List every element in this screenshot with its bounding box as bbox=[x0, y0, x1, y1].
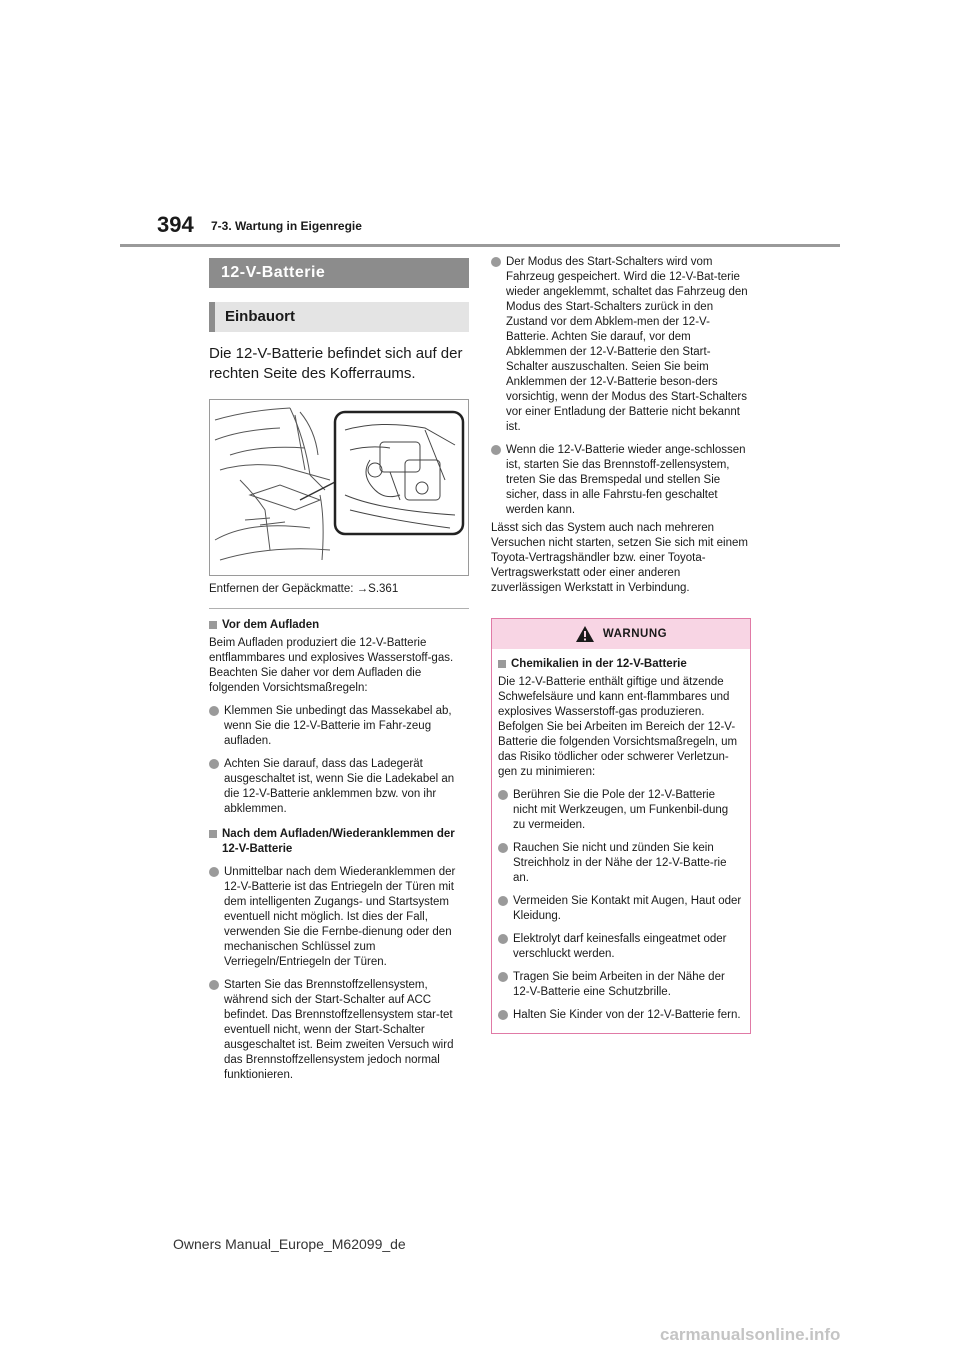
bullet-dot-icon bbox=[498, 934, 508, 944]
square-bullet-icon bbox=[209, 830, 217, 838]
contact-dealer-text: Lässt sich das System auch nach mehreren Versuchen nicht starten, setzen Sie sich mit einem Toyota-Vertragshändler bzw. einer Toyota-Vertragswerkstatt oder einer anderen zuverlässigen Werkstatt in Verbindung. bbox=[491, 522, 748, 594]
warning-header bbox=[492, 619, 750, 649]
chapter-title: 7-3. Wartung in Eigenregie bbox=[211, 219, 362, 233]
bullet-dot-icon bbox=[498, 790, 508, 800]
trunk-battery-drawing bbox=[210, 400, 468, 575]
list-item bbox=[209, 865, 469, 970]
header-divider bbox=[120, 244, 840, 247]
bullet-dot-icon bbox=[209, 980, 219, 990]
warning-heading-text: Chemikalien in der 12-V-Batterie bbox=[511, 658, 687, 670]
square-bullet-icon bbox=[209, 621, 217, 629]
footer-text: Owners Manual_Europe_M62099_de bbox=[173, 1236, 406, 1252]
bullet-dot-icon bbox=[491, 257, 501, 267]
warning-heading bbox=[498, 657, 742, 672]
bullet-dot-icon bbox=[209, 759, 219, 769]
right-column bbox=[491, 255, 751, 1034]
list-item-text: Berühren Sie die Pole der 12-V-Batterie nicht mit Werkzeugen, um Funkenbil-dung zu vermeiden. bbox=[513, 789, 729, 831]
battery-location-illustration bbox=[209, 399, 469, 576]
warning-text: Die 12-V-Batterie enthält giftige und ätzende Schwefelsäure und kann ent-flammbares und explosives Wasserstoff-gas produzieren. Befolgen Sie bei Arbeiten im Bereich der 12-V-Batterie die folgenden Vorsichtsmaßregeln, um das Risiko tödlicher oder schwerer Verletzun-gen zu minimieren: bbox=[498, 676, 738, 778]
bullet-dot-icon bbox=[491, 445, 501, 455]
intro-text: Die 12-V-Batterie befindet sich auf der rechten Seite des Kofferraums. bbox=[209, 345, 463, 382]
figure-caption: Entfernen der Gepäckmatte: →S.361 bbox=[209, 583, 399, 595]
bullet-dot-icon bbox=[498, 1010, 508, 1020]
bullet-dot-icon bbox=[498, 896, 508, 906]
section-title: 12-V-Batterie bbox=[209, 258, 469, 288]
list-item-text: Rauchen Sie nicht und zünden Sie kein Streichholz in der Nähe der 12-V-Batte-rie an. bbox=[513, 842, 727, 884]
list-item-text: Klemmen Sie unbedingt das Massekabel ab, wenn Sie die 12-V-Batterie im Fahr-zeug aufladen. bbox=[224, 705, 452, 747]
list-item bbox=[209, 757, 469, 817]
warning-triangle-icon bbox=[575, 625, 595, 643]
list-item bbox=[498, 788, 742, 833]
square-bullet-icon bbox=[498, 660, 506, 668]
bullet-dot-icon bbox=[209, 706, 219, 716]
before-charging-text: Beim Aufladen produziert die 12-V-Batterie entflammbares und explosives Wasserstoff-gas. Beachten Sie daher vor dem Aufladen die folgenden Vorsichtsmaßregeln: bbox=[209, 637, 454, 694]
bullet-dot-icon bbox=[498, 972, 508, 982]
list-item bbox=[498, 932, 742, 962]
after-charging-heading-text: Nach dem Aufladen/Wiederanklemmen der 12-V-Batterie bbox=[222, 828, 455, 855]
page-number: 394 bbox=[157, 212, 194, 237]
list-item-text: Der Modus des Start-Schalters wird vom Fahrzeug gespeichert. Wird die 12-V-Bat-terie wieder angeklemmt, schaltet das Fahrzeug den Modus des Start-Schalters zurück in den Zustand vor dem Abklem-men der 12-V-Batterie. Achten Sie darauf, vor dem Abklemmen der 12-V-Batterie den Start-Schalter auszuschalten. Seien Sie beim Anklemmen der 12-V-Batterie beson-ders vorsichtig, wenn der Modus des Start-Schalters vor einer Entladung der Batterie nicht bekannt ist. bbox=[506, 256, 748, 433]
list-item bbox=[209, 978, 469, 1083]
list-item-text: Starten Sie das Brennstoffzellensystem, während sich der Start-Schalter auf ACC befindet. Das Brennstoffzellensystem star-tet eventuell nicht, wenn der Start-Schalter ausgeschaltet ist. Beim zweiten Versuch wird das Brennstoffzellensystem jedoch normal funktionieren. bbox=[224, 979, 454, 1081]
before-charging-heading bbox=[209, 618, 469, 633]
subsection-title: Einbauort bbox=[209, 302, 469, 332]
list-item-text: Elektrolyt darf keinesfalls eingeatmet oder verschluckt werden. bbox=[513, 933, 727, 960]
list-item-text: Wenn die 12-V-Batterie wieder ange-schlossen ist, starten Sie das Brennstoff-zellensystem, treten Sie das Bremspedal und stellen Sie sicher, dass in alle Fahrstu-fen geschaltet werden kann. bbox=[506, 444, 746, 516]
bullet-dot-icon bbox=[209, 867, 219, 877]
list-item-text: Achten Sie darauf, dass das Ladegerät ausgeschaltet ist, wenn Sie die Ladekabel an die 12-V-Batterie anklemmen bzw. von ihr abklemmen. bbox=[224, 758, 455, 815]
warning-label: WARNUNG bbox=[602, 628, 668, 640]
list-item-text: Vermeiden Sie Kontakt mit Augen, Haut oder Kleidung. bbox=[513, 895, 742, 922]
list-item bbox=[491, 255, 751, 435]
list-item bbox=[498, 970, 742, 1000]
list-item-text: Halten Sie Kinder von der 12-V-Batterie fern. bbox=[513, 1009, 741, 1021]
list-item-text: Unmittelbar nach dem Wiederanklemmen der 12-V-Batterie ist das Entriegeln der Türen mit dem intelligenten Zugangs- und Startsystem eventuell nicht möglich. Ist dies der Fall, verwenden Sie die Fernbe-dienung oder den mechanischen Schlüssel zum Verriegeln/Entriegeln der Türen. bbox=[224, 866, 456, 968]
list-item bbox=[209, 704, 469, 749]
list-item bbox=[498, 894, 742, 924]
bullet-dot-icon bbox=[498, 843, 508, 853]
watermark: carmanualsonline.info bbox=[660, 1325, 841, 1344]
warning-box bbox=[491, 618, 751, 1034]
list-item bbox=[498, 841, 742, 886]
warning-body bbox=[492, 649, 750, 1033]
list-item bbox=[498, 1008, 742, 1023]
list-item-text: Tragen Sie beim Arbeiten in der Nähe der 12-V-Batterie eine Schutzbrille. bbox=[513, 971, 725, 998]
before-charging-heading-text: Vor dem Aufladen bbox=[222, 619, 320, 631]
after-charging-heading bbox=[209, 827, 469, 857]
left-column bbox=[209, 258, 469, 1083]
list-item bbox=[491, 443, 751, 518]
section-divider bbox=[209, 608, 469, 609]
